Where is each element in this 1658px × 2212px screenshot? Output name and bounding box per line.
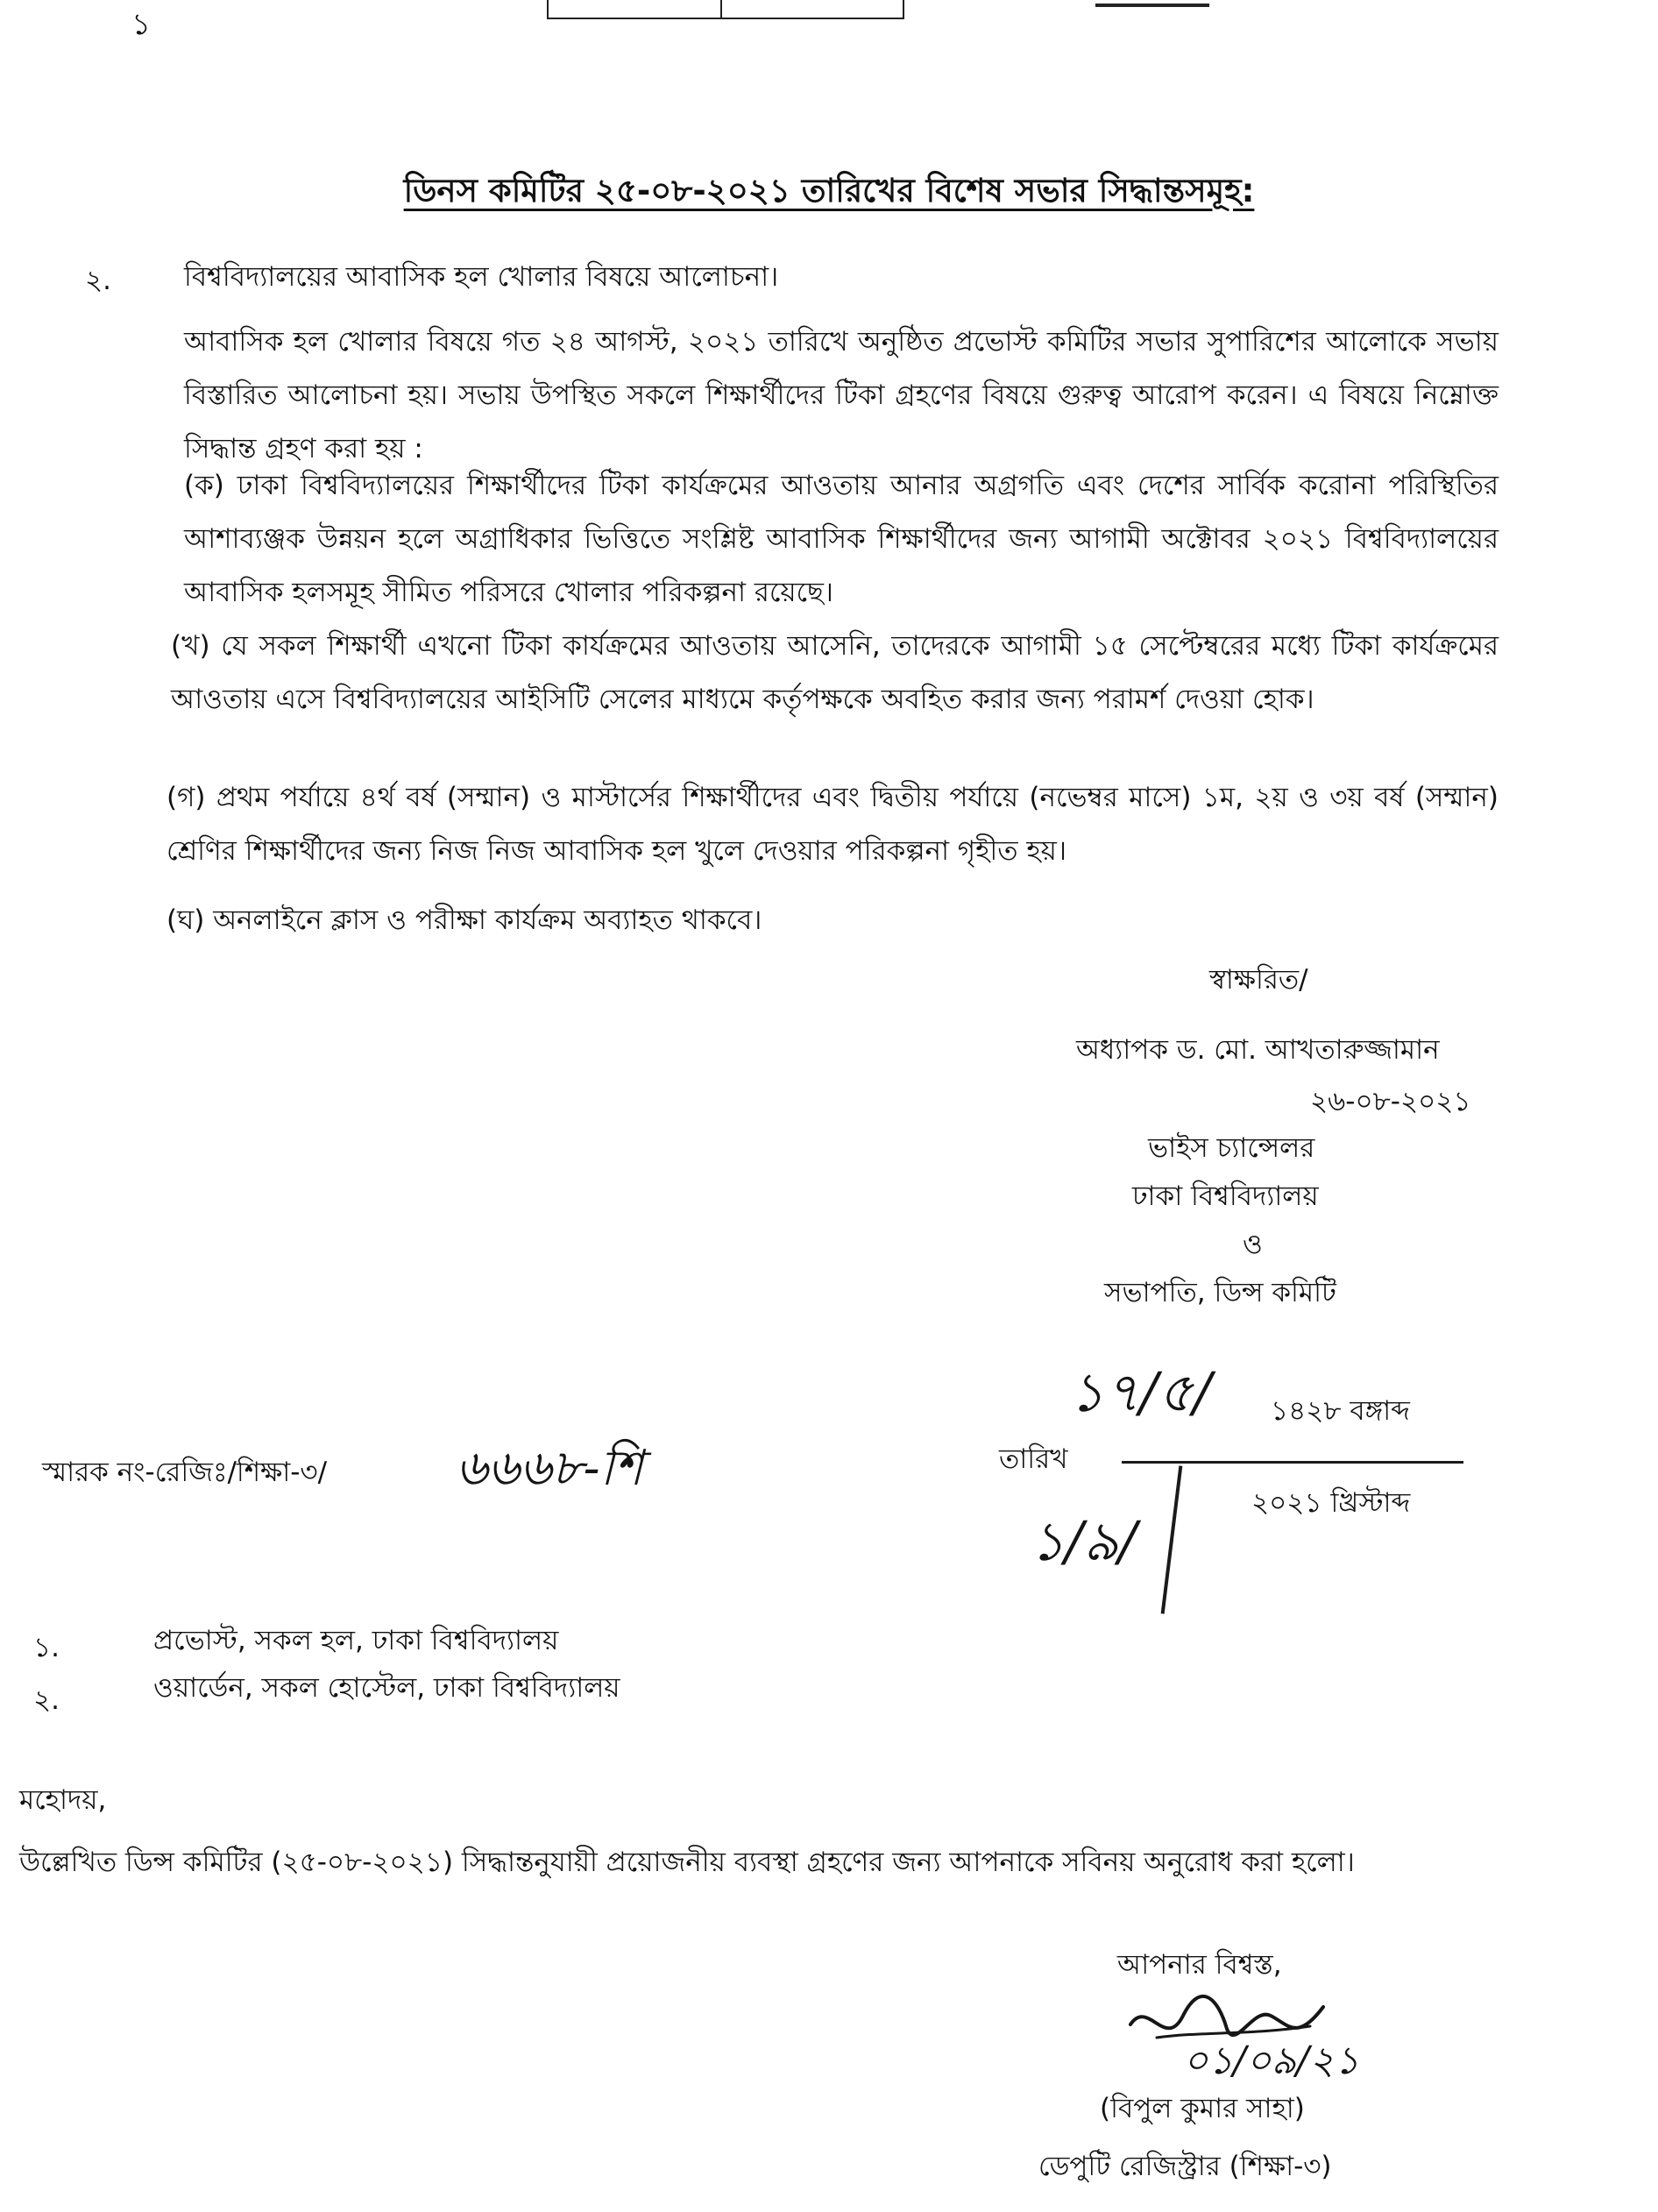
signatory-date: ২৬-০৮-২০২১ [1310,1086,1471,1117]
closing: আপনার বিশ্বস্ত, [1117,1949,1282,1981]
header-text-remnant [1095,4,1209,7]
sender-name: (বিপুল কুমার সাহা) [1100,2093,1305,2124]
university-seal-remnant [547,0,722,19]
memo-label: স্মারক নং-রেজিঃ/শিক্ষা-৩/ [42,1457,328,1488]
recipient-text-2: ওয়ার্ডেন, সকল হোস্টেল, ঢাকা বিশ্ববিদ্যালয় [153,1672,620,1704]
signed-label: স্বাক্ষরিত/ [1209,964,1308,996]
date-english-handwritten: ১/৯/ [1030,1509,1137,1573]
date-bangla-year: ১৪২৮ বঙ্গাব্দ [1271,1395,1410,1427]
decision-ga: (গ) প্রথম পর্যায়ে ৪র্থ বর্ষ (সম্মান) ও মাস্টার্সের শিক্ষার্থীদের এবং দ্বিতীয় পর্যায়ে (নভেম্বর মাসে) ১ম, ২য় ও ৩য় বর্ষ (সম্মান) শ্রেণির শিক্ষার্থীদের জন্য নিজ নিজ আবাসিক হল খুলে দেওয়ার পরিকল্পনা গৃহীত হয়। [167,782,1499,867]
header-stamp-remnant [719,0,904,19]
decision-kha: (খ) যে সকল শিক্ষার্থী এখনো টিকা কার্যক্রমের আওতায় আসেনি, তাদেরকে আগামী ১৫ সেপ্টেম্বরের মধ্যে টিকা কার্যক্রমের আওতায় এসে বিশ্ববিদ্যালয়ের আইসিটি সেলের মাধ্যমে কর্তৃপক্ষকে অবহিত করার জন্য পরামর্শ দেওয়া হোক। [171,630,1499,715]
page-title: ডিনস কমিটির ২৫-০৮-২০২১ তারিখের বিশেষ সভার সিদ্ধান্তসমূহ: [403,172,1255,209]
signatory-designation-1: ভাইস চ্যান্সেলর [1148,1132,1315,1164]
salutation: মহোদয়, [19,1784,107,1816]
signatory-name: অধ্যাপক ড. মো. আখতারুজ্জামান [1076,1034,1440,1066]
date-handwritten-stroke [1161,1465,1183,1613]
recipient-number-2: ২. [33,1684,60,1716]
item-number: ২. [85,265,112,296]
item-heading: বিশ্ববিদ্যালয়ের আবাসিক হল খোলার বিষয়ে আলোচনা। [184,261,779,293]
intro-paragraph: আবাসিক হল খোলার বিষয়ে গত ২৪ আগস্ট, ২০২১ তারিখে অনুষ্ঠিত প্রভোস্ট কমিটির সভার সুপারিশের আলোকে সভায় বিস্তারিত আলোচনা হয়। সভায় উপস্থিত সকলে শিক্ষার্থীদের টিকা গ্রহণের বিষয়ে গুরুত্ব আরোপ করেন। এ বিষয়ে নিম্নোক্ত সিদ্ধান্ত গ্রহণ করা হয় : [184,326,1499,464]
date-divider-line [1122,1461,1463,1464]
signature-date-handwritten: ০১/০৯/২১ [1183,2038,1360,2083]
signatory-designation-3: সভাপতি, ডিন্স কমিটি [1104,1277,1336,1308]
recipient-number-1: ১. [33,1632,60,1663]
request-paragraph: উল্লেখিত ডিন্স কমিটির (২৫-০৮-২০২১) সিদ্ধান্তনুযায়ী প্রয়োজনীয় ব্যবস্থা গ্রহণের জন্য আপনাকে সবিনয় অনুরোধ করা হলো। [19,1847,1355,1878]
date-bangla-handwritten: ১৭/৫/ [1069,1360,1212,1424]
sender-designation: ডেপুটি রেজিস্ট্রার (শিক্ষা-৩) [1038,2151,1332,2182]
date-english-year: ২০২১ খ্রিস্টাব্দ [1251,1487,1411,1519]
decision-ka: (ক) ঢাকা বিশ্ববিদ্যালয়ের শিক্ষার্থীদের টিকা কার্যক্রমের আওতায় আনার অগ্রগতি এবং দেশের সার্বিক করোনা পরিস্থিতির আশাব্যঞ্জক উন্নয়ন হলে অগ্রাধিকার ভিত্তিতে সংশ্লিষ্ট আবাসিক শিক্ষার্থীদের জন্য আগামী অক্টোবর ২০২১ বিশ্ববিদ্যালয়ের আবাসিক হলসমূহ সীমিত পরিসরে খোলার পরিকল্পনা রয়েছে। [184,470,1499,608]
decision-gha: (ঘ) অনলাইনে ক্লাস ও পরীক্ষা কার্যক্রম অব্যাহত থাকবে। [167,904,762,936]
top-page-number: ১ [131,7,152,42]
signatory-conjunction: ও [1243,1229,1263,1260]
signatory-designation-2: ঢাকা বিশ্ববিদ্যালয় [1132,1180,1319,1212]
date-label: তারিখ [999,1443,1068,1475]
title-wrap [0,165,1658,220]
memo-handwritten-number: ৬৬৬৮-শি [456,1440,643,1497]
recipient-text-1: প্রভোস্ট, সকল হল, ঢাকা বিশ্ববিদ্যালয় [153,1625,559,1656]
